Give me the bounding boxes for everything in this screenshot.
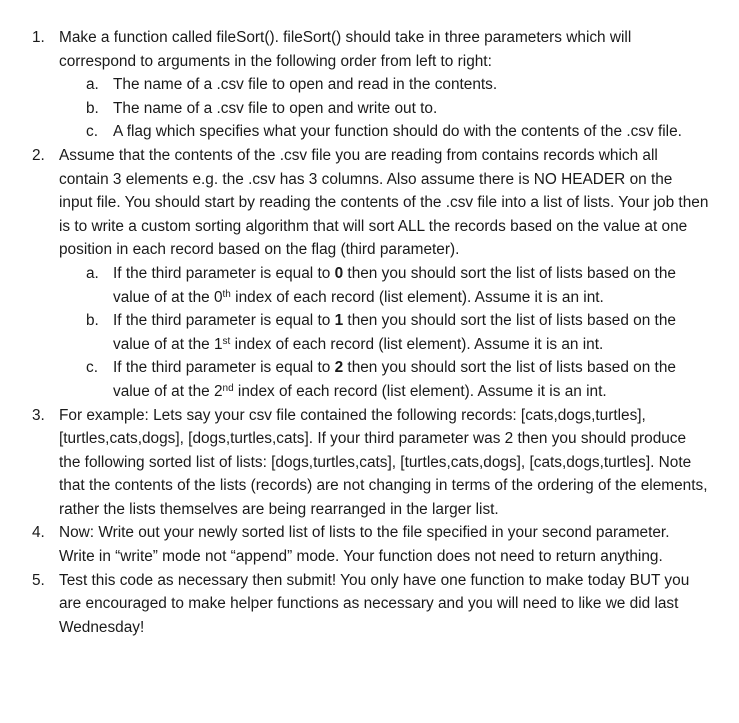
sub-item-text-end: index of each record (list element). Assume it is an int. — [233, 382, 607, 400]
sub-item-letter: a. — [86, 76, 99, 94]
item-number: 4. — [32, 524, 45, 542]
sub-item-letter: b. — [86, 99, 99, 117]
assignment-instructions — [0, 26, 739, 639]
sub-item-1c — [0, 120, 739, 144]
item-text: Assume that the contents of the .csv file you are reading from contains records which all contain 3 elements e.g. the .csv has 3 columns. Also assume there is NO HEADER on the input file. You should start by reading the contents of the .csv file into a list of lists. Your job then is to write a custom sorting algorithm that will sort ALL the records based on the value at one position in each record based on the flag (third parameter). — [59, 146, 709, 259]
sub-item-text: A flag which specifies what your function should do with the contents of the .csv file. — [113, 123, 682, 141]
list-item-4 — [0, 521, 739, 568]
item-text: Test this code as necessary then submit! You only have one function to make today BUT you are encouraged to make helper functions as necessary and you will need to like we did last Wednesday! — [59, 571, 690, 636]
sub-item-text-start: If the third parameter is equal to — [113, 264, 335, 282]
sub-item-text-start: If the third parameter is equal to — [113, 359, 335, 377]
list-item-2 — [0, 144, 739, 262]
item-text: Now: Write out your newly sorted list of lists to the file specified in your second parameter. Write in “write” mode not “append” mode. Your function does not need to return anything. — [59, 524, 670, 566]
item-number: 2. — [32, 146, 45, 164]
item-number: 5. — [32, 571, 45, 589]
flag-value: 2 — [334, 359, 344, 377]
list-item-5 — [0, 569, 739, 640]
flag-value: 0 — [334, 264, 344, 282]
sub-item-1a — [0, 73, 739, 97]
ordinal-suffix: nd — [222, 382, 234, 394]
sub-item-letter: a. — [86, 264, 99, 282]
sub-item-text-middle: then you should sort the list of lists based on the value of at the 2 — [113, 359, 676, 400]
sub-item-text-middle: then you should sort the list of lists based on the value of at the 0 — [113, 264, 676, 306]
list-item-1 — [0, 26, 739, 73]
sub-item-text: The name of a .csv file to open and write out to. — [113, 99, 438, 117]
item-number: 1. — [32, 29, 45, 46]
sub-item-2b — [0, 309, 739, 356]
sub-item-text-end: index of each record (list element). Assume it is an int. — [230, 288, 604, 306]
sub-item-text: The name of a .csv file to open and read in the contents. — [113, 76, 498, 94]
sub-item-text-middle: then you should sort the list of lists based on the value of at the 1 — [113, 312, 676, 353]
ordinal-suffix: th — [222, 288, 231, 300]
sub-item-1b — [0, 97, 739, 121]
ordinal-suffix: st — [222, 335, 231, 347]
sub-item-text-start: If the third parameter is equal to — [113, 312, 335, 330]
item-number: 3. — [32, 406, 45, 424]
sub-item-letter: c. — [86, 359, 98, 377]
list-item-3 — [0, 404, 739, 522]
sub-item-2c — [0, 356, 739, 403]
item-text: For example: Lets say your csv file contained the following records: [cats,dogs,turtles], [turtles,cats,dogs], [dogs,turtles,cats]. If your third parameter was 2 then you should produce the following sorted list of lists: [dogs,turtles,cats], [turtles,cats,dogs], [cats,dogs,turtles]. Note that the contents of the lists (records) are not changing in terms of the ordering of the elements, rather the lists themselves are being rearranged in the larger list. — [59, 406, 708, 518]
sub-item-2a — [0, 262, 739, 309]
flag-value: 1 — [334, 312, 344, 330]
sub-item-text-end: index of each record (list element). Assume it is an int. — [230, 335, 604, 353]
sub-item-letter: c. — [86, 123, 98, 141]
sub-item-letter: b. — [86, 312, 99, 330]
item-text: Make a function called fileSort(). fileSort() should take in three parameters which will correspond to arguments in the following order from left to right: — [59, 29, 632, 70]
